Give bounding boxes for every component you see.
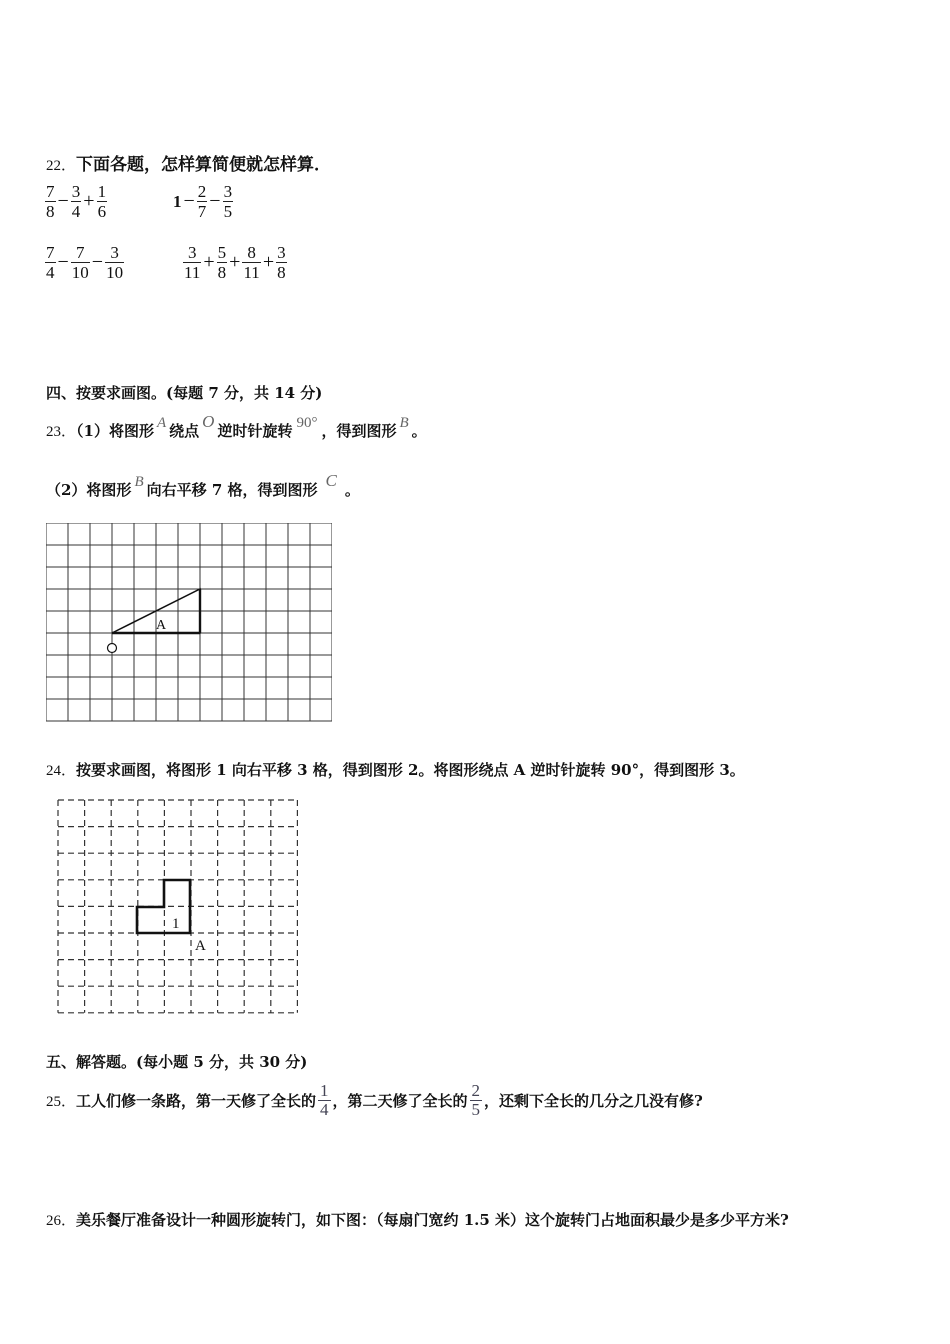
- q23-text: 。: [344, 481, 360, 499]
- q24-grid-figure: [56, 798, 302, 1016]
- question-number: 26．: [46, 1213, 77, 1229]
- fraction: $\frac{3}{8}$: [277, 243, 286, 282]
- fraction: $\frac{3}{11}$: [184, 243, 201, 282]
- question-number: 22．: [46, 158, 77, 174]
- fraction: $\frac{2}{5}$: [471, 1081, 481, 1119]
- q23-text: ，得到图形: [321, 422, 397, 440]
- math-angle: 90°: [296, 415, 318, 431]
- point-o-marker: [108, 644, 117, 653]
- math-variable: B: [134, 474, 144, 490]
- fraction: $\frac{3}{10}$: [106, 243, 124, 282]
- point-label-a: A: [195, 938, 206, 954]
- q26-prompt: 美乐餐厅准备设计一种圆形旋转门，如下图：（每扇门宽约 1.5 米）这个旋转门占地面积最少是多少平方米?: [76, 1211, 789, 1229]
- q23-text: 绕点: [169, 422, 200, 440]
- q24-text: [46, 759, 745, 780]
- q25-text: [46, 1082, 703, 1119]
- fraction: $\frac{5}{8}$: [217, 243, 227, 282]
- q22-expression-4: [182, 243, 288, 282]
- section-4-heading: 四、按要求画图。(每题 7 分，共 14 分): [46, 384, 323, 402]
- math-variable: B: [399, 415, 409, 431]
- question-number: 25．: [46, 1094, 77, 1110]
- figure-label-a: A: [156, 618, 167, 633]
- q23-text: （1）将图形: [76, 422, 154, 440]
- q23-text: 向右平移 7 格，得到图形: [146, 481, 318, 499]
- q23-part-2: [46, 471, 360, 500]
- operator: +: [229, 251, 241, 273]
- operator: −: [57, 251, 69, 273]
- question-number: 24．: [46, 763, 77, 779]
- q22-expression-3: [44, 243, 125, 282]
- q25-prompt: ，还剩下全长的几分之几没有修?: [484, 1092, 703, 1110]
- dashed-grid-lines: [58, 800, 297, 1013]
- q23-text: 。: [411, 422, 427, 440]
- figure-label-1: 1: [172, 916, 180, 932]
- q25-prompt: ，第二天修了全长的: [332, 1092, 468, 1110]
- operator: −: [57, 190, 69, 212]
- question-number: 23．: [46, 424, 77, 440]
- operator: +: [262, 251, 275, 273]
- fraction: $\frac{2}{7}$: [197, 182, 207, 221]
- math-variable: O: [202, 412, 215, 431]
- q22-prompt: [46, 150, 331, 175]
- q25-prompt: 工人们修一条路，第一天修了全长的: [76, 1092, 317, 1110]
- operator: −: [91, 251, 104, 273]
- operator: −: [183, 190, 195, 212]
- operand: 1: [173, 191, 182, 211]
- fraction: $\frac{7}{8}$: [46, 182, 55, 221]
- q22-text: 下面各题，怎样算简便就怎样算．: [76, 155, 332, 175]
- fraction: $\frac{3}{5}$: [223, 182, 233, 221]
- fraction: $\frac{1}{4}$: [320, 1081, 329, 1119]
- q23-text: （2）将图形: [46, 481, 132, 499]
- fraction: $\frac{3}{4}$: [71, 182, 81, 221]
- fraction: $\frac{8}{11}$: [243, 243, 260, 282]
- operator: +: [83, 190, 95, 212]
- fraction: $\frac{7}{10}$: [71, 243, 89, 282]
- q26-text: [46, 1209, 789, 1230]
- q22-expression-2: [172, 182, 234, 221]
- q24-prompt: 按要求画图，将图形 1 向右平移 3 格，得到图形 2。将图形绕点 A 逆时针旋转 90°，得到图形 3。: [76, 761, 745, 779]
- grid-lines: [46, 523, 332, 721]
- fraction: $\frac{1}{6}$: [97, 182, 107, 221]
- q23-part-1: [46, 412, 427, 441]
- fraction: $\frac{7}{4}$: [46, 243, 55, 282]
- math-variable: C: [325, 471, 337, 490]
- q22-expression-1: [44, 182, 108, 221]
- q23-grid-figure: [46, 523, 332, 723]
- q23-text: 逆时针旋转: [217, 422, 293, 440]
- operator: −: [209, 190, 221, 212]
- operator: +: [203, 251, 215, 273]
- math-variable: A: [156, 415, 167, 431]
- section-5-heading: 五、解答题。(每小题 5 分，共 30 分): [46, 1053, 308, 1071]
